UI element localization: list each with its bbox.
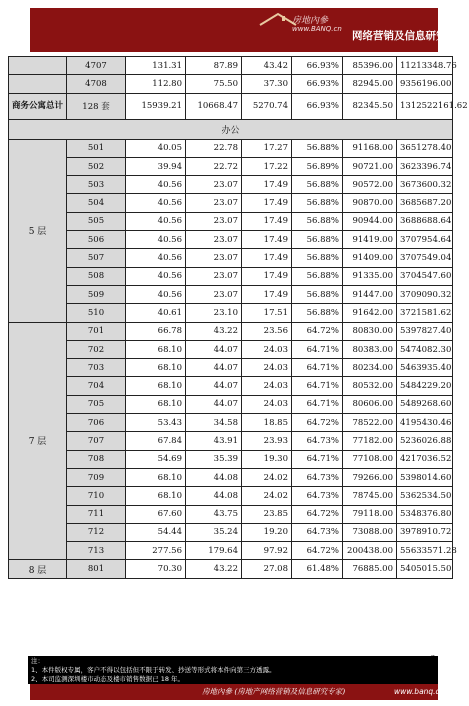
area-cell: 54.69 [126, 450, 186, 468]
table-row [9, 523, 453, 541]
unit-price-cell: 76885.00 [343, 560, 397, 578]
unit-price-cell: 82345.50 [343, 93, 397, 119]
area-cell: 17.27 [242, 139, 292, 157]
section-row [9, 119, 453, 139]
area-cell: 97.92 [242, 542, 292, 560]
total-price-cell: 5398014.60 [397, 468, 453, 486]
area-cell: 40.56 [126, 194, 186, 212]
total-price-cell: 3685687.20 [397, 194, 453, 212]
area-cell: 44.07 [186, 340, 242, 358]
area-cell: 68.10 [126, 487, 186, 505]
area-cell: 179.64 [186, 542, 242, 560]
area-cell: 70.30 [126, 560, 186, 578]
area-cell: 43.22 [186, 322, 242, 340]
area-cell: 23.07 [186, 194, 242, 212]
ratio-cell: 64.72% [292, 505, 343, 523]
area-cell: 53.43 [126, 414, 186, 432]
area-cell: 10668.47 [186, 93, 242, 119]
area-cell: 75.50 [186, 75, 242, 93]
total-price-cell: 5236026.88 [397, 432, 453, 450]
area-cell: 40.56 [126, 267, 186, 285]
table-row [9, 395, 453, 413]
floor-label: 8 层 [9, 560, 67, 578]
ratio-cell: 56.88% [292, 212, 343, 230]
ratio-cell: 64.71% [292, 377, 343, 395]
total-price-cell: 5463935.40 [397, 359, 453, 377]
area-cell: 24.03 [242, 377, 292, 395]
area-cell: 17.22 [242, 157, 292, 175]
area-cell: 44.07 [186, 395, 242, 413]
total-price-cell: 3707954.64 [397, 231, 453, 249]
area-cell: 27.08 [242, 560, 292, 578]
footer-banner [30, 684, 445, 700]
area-cell: 44.08 [186, 468, 242, 486]
area-cell: 40.56 [126, 231, 186, 249]
area-cell: 40.56 [126, 176, 186, 194]
table-row [9, 157, 453, 175]
unit-cell: 801 [67, 560, 126, 578]
area-cell: 24.02 [242, 487, 292, 505]
area-cell: 39.94 [126, 157, 186, 175]
total-price-cell: 5405015.50 [397, 560, 453, 578]
area-cell: 22.78 [186, 139, 242, 157]
unit-cell: 508 [67, 267, 126, 285]
unit-cell: 509 [67, 285, 126, 303]
area-cell: 17.49 [242, 285, 292, 303]
unit-cell: 701 [67, 322, 126, 340]
unit-price-cell: 80383.00 [343, 340, 397, 358]
unit-price-cell: 77182.00 [343, 432, 397, 450]
ratio-cell: 56.88% [292, 139, 343, 157]
table-row [9, 231, 453, 249]
area-cell: 44.08 [186, 487, 242, 505]
area-cell: 17.49 [242, 194, 292, 212]
table-row [9, 249, 453, 267]
total-price-cell: 5489268.60 [397, 395, 453, 413]
table-row [9, 414, 453, 432]
price-table [8, 56, 468, 579]
total-price-cell: 3651278.40 [397, 139, 453, 157]
ratio-cell: 64.72% [292, 542, 343, 560]
area-cell: 66.78 [126, 322, 186, 340]
unit-price-cell: 90721.00 [343, 157, 397, 175]
unit-price-cell: 90870.00 [343, 194, 397, 212]
table-row [9, 505, 453, 523]
area-cell: 44.07 [186, 377, 242, 395]
area-cell: 68.10 [126, 377, 186, 395]
ratio-cell: 66.93% [292, 93, 343, 119]
ratio-cell: 64.71% [292, 359, 343, 377]
ratio-cell: 64.72% [292, 414, 343, 432]
area-cell: 87.89 [186, 57, 242, 75]
ratio-cell: 56.88% [292, 231, 343, 249]
unit-price-cell: 79266.00 [343, 468, 397, 486]
area-cell: 35.39 [186, 450, 242, 468]
unit-cell: 710 [67, 487, 126, 505]
notes-box [28, 656, 438, 684]
area-cell: 23.93 [242, 432, 292, 450]
area-cell: 24.03 [242, 340, 292, 358]
table-row [9, 359, 453, 377]
area-cell: 23.07 [186, 249, 242, 267]
ratio-cell: 64.71% [292, 340, 343, 358]
unit-price-cell: 79118.00 [343, 505, 397, 523]
ratio-cell: 56.88% [292, 176, 343, 194]
area-cell: 17.49 [242, 176, 292, 194]
area-cell: 40.56 [126, 212, 186, 230]
total-price-cell: 3673600.32 [397, 176, 453, 194]
table-row [9, 57, 453, 75]
area-cell: 34.58 [186, 414, 242, 432]
area-cell: 43.75 [186, 505, 242, 523]
area-cell: 40.05 [126, 139, 186, 157]
total-price-cell: 4217036.52 [397, 450, 453, 468]
total-price-cell: 3623396.74 [397, 157, 453, 175]
unit-cell: 705 [67, 395, 126, 413]
table-row [9, 432, 453, 450]
unit-cell: 713 [67, 542, 126, 560]
summary-count: 128 套 [67, 93, 126, 119]
floor-label: 5 层 [9, 139, 67, 322]
area-cell: 112.80 [126, 75, 186, 93]
unit-price-cell: 80234.00 [343, 359, 397, 377]
area-cell: 23.56 [242, 322, 292, 340]
ratio-cell: 64.72% [292, 322, 343, 340]
area-cell: 35.24 [186, 523, 242, 541]
unit-cell: 707 [67, 432, 126, 450]
area-cell: 19.20 [242, 523, 292, 541]
area-cell: 67.60 [126, 505, 186, 523]
ratio-cell: 64.73% [292, 468, 343, 486]
area-cell: 23.85 [242, 505, 292, 523]
table-row [9, 542, 453, 560]
unit-cell: 704 [67, 377, 126, 395]
table-row [9, 377, 453, 395]
unit-cell: 510 [67, 304, 126, 322]
unit-cell: 4708 [67, 75, 126, 93]
area-cell: 40.56 [126, 285, 186, 303]
area-cell: 68.10 [126, 340, 186, 358]
brand-url: www.BANQ.cn [292, 25, 342, 33]
table-row [9, 304, 453, 322]
total-price-cell: 5397827.40 [397, 322, 453, 340]
unit-cell: 501 [67, 139, 126, 157]
unit-cell: 703 [67, 359, 126, 377]
unit-cell: 4707 [67, 57, 126, 75]
section-title: 办公 [9, 119, 453, 139]
unit-cell: 507 [67, 249, 126, 267]
unit-cell: 712 [67, 523, 126, 541]
unit-price-cell: 91409.00 [343, 249, 397, 267]
unit-price-cell: 85396.00 [343, 57, 397, 75]
area-cell: 22.72 [186, 157, 242, 175]
total-price-cell: 5474082.30 [397, 340, 453, 358]
table-row [9, 75, 453, 93]
area-cell: 19.30 [242, 450, 292, 468]
ratio-cell: 56.88% [292, 285, 343, 303]
ratio-cell: 56.88% [292, 304, 343, 322]
table-row [9, 450, 453, 468]
summary-label: 商务公寓总计 [9, 93, 67, 119]
total-price-cell: 5348376.80 [397, 505, 453, 523]
unit-price-cell: 90944.00 [343, 212, 397, 230]
ratio-cell: 61.48% [292, 560, 343, 578]
area-cell: 17.49 [242, 231, 292, 249]
unit-cell: 503 [67, 176, 126, 194]
total-price-cell: 3707549.04 [397, 249, 453, 267]
unit-cell: 708 [67, 450, 126, 468]
unit-price-cell: 91335.00 [343, 267, 397, 285]
area-cell: 23.10 [186, 304, 242, 322]
unit-price-cell: 80830.00 [343, 322, 397, 340]
area-cell: 17.49 [242, 212, 292, 230]
total-price-cell: 3688688.64 [397, 212, 453, 230]
total-price-cell: 5484229.20 [397, 377, 453, 395]
area-cell: 43.42 [242, 57, 292, 75]
unit-cell: 706 [67, 414, 126, 432]
total-price-cell: 3709090.32 [397, 285, 453, 303]
unit-price-cell: 91447.00 [343, 285, 397, 303]
area-cell: 277.56 [126, 542, 186, 560]
table-row [9, 487, 453, 505]
area-cell: 44.07 [186, 359, 242, 377]
table-row [9, 267, 453, 285]
area-cell: 23.07 [186, 267, 242, 285]
area-cell: 23.07 [186, 176, 242, 194]
area-cell: 24.03 [242, 395, 292, 413]
unit-price-cell: 73088.00 [343, 523, 397, 541]
total-price-cell: 11213348.76 [397, 57, 453, 75]
total-price-cell: 3978910.72 [397, 523, 453, 541]
header-banner [30, 8, 468, 52]
footer-url: www.banq.cn [394, 687, 445, 696]
floor-cell [9, 57, 67, 75]
ratio-cell: 56.88% [292, 194, 343, 212]
notes-line: 1、本件版权专属，客户不得以包括但不限于转发、抄送等形式将本件向第三方透露。 [31, 666, 276, 674]
total-price-cell: 1312522161.62 [397, 93, 453, 119]
area-cell: 68.10 [126, 359, 186, 377]
table-row [9, 212, 453, 230]
unit-price-cell: 91168.00 [343, 139, 397, 157]
total-price-cell: 3721581.62 [397, 304, 453, 322]
unit-cell: 709 [67, 468, 126, 486]
unit-cell: 504 [67, 194, 126, 212]
area-cell: 43.91 [186, 432, 242, 450]
table-row [9, 560, 453, 578]
floor-label: 7 层 [9, 322, 67, 560]
area-cell: 17.51 [242, 304, 292, 322]
unit-price-cell: 78522.00 [343, 414, 397, 432]
area-cell: 17.49 [242, 249, 292, 267]
floor-cell [9, 75, 67, 93]
ratio-cell: 64.71% [292, 395, 343, 413]
total-price-cell: 9356196.00 [397, 75, 453, 93]
unit-price-cell: 91642.00 [343, 304, 397, 322]
unit-cell: 506 [67, 231, 126, 249]
brand-name: 房地內參 [292, 16, 329, 26]
area-cell: 23.07 [186, 212, 242, 230]
area-cell: 18.85 [242, 414, 292, 432]
table-row [9, 194, 453, 212]
notes-title: 注： [31, 657, 44, 665]
ratio-cell: 56.88% [292, 267, 343, 285]
ratio-cell: 64.73% [292, 487, 343, 505]
area-cell: 67.84 [126, 432, 186, 450]
area-cell: 23.07 [186, 285, 242, 303]
footer-text: 房地內參 (房地产网络营销及信息研究专家) [202, 687, 346, 696]
ratio-cell: 64.71% [292, 450, 343, 468]
area-cell: 68.10 [126, 395, 186, 413]
area-cell: 40.61 [126, 304, 186, 322]
unit-price-cell: 80606.00 [343, 395, 397, 413]
area-cell: 23.07 [186, 231, 242, 249]
area-cell: 17.49 [242, 267, 292, 285]
total-price-cell: 4195430.46 [397, 414, 453, 432]
total-price-cell: 5362534.50 [397, 487, 453, 505]
area-cell: 54.44 [126, 523, 186, 541]
unit-price-cell: 200438.00 [343, 542, 397, 560]
unit-cell: 711 [67, 505, 126, 523]
ratio-cell: 56.88% [292, 249, 343, 267]
unit-price-cell: 78745.00 [343, 487, 397, 505]
ratio-cell: 64.73% [292, 432, 343, 450]
area-cell: 40.56 [126, 249, 186, 267]
ratio-cell: 66.93% [292, 57, 343, 75]
ratio-cell: 56.89% [292, 157, 343, 175]
header-tagline: 网络营销及信息研究专家 [352, 30, 468, 42]
unit-price-cell: 77108.00 [343, 450, 397, 468]
unit-cell: 702 [67, 340, 126, 358]
area-cell: 24.03 [242, 359, 292, 377]
unit-price-cell: 80532.00 [343, 377, 397, 395]
area-cell: 68.10 [126, 468, 186, 486]
unit-price-cell: 90572.00 [343, 176, 397, 194]
table-row [9, 340, 453, 358]
unit-price-cell: 82945.00 [343, 75, 397, 93]
area-cell: 5270.74 [242, 93, 292, 119]
area-cell: 15939.21 [126, 93, 186, 119]
area-cell: 43.22 [186, 560, 242, 578]
unit-price-cell: 91419.00 [343, 231, 397, 249]
table-row [9, 468, 453, 486]
total-price-cell: 55633571.28 [397, 542, 453, 560]
unit-cell: 502 [67, 157, 126, 175]
summary-row [9, 93, 453, 119]
table-row [9, 322, 453, 340]
unit-cell: 505 [67, 212, 126, 230]
total-price-cell: 3704547.60 [397, 267, 453, 285]
area-cell: 131.31 [126, 57, 186, 75]
notes-line: 2、本司监测深圳楼市动态及楼市销售数据已 18 年。 [31, 675, 185, 683]
area-cell: 37.30 [242, 75, 292, 93]
area-cell: 24.02 [242, 468, 292, 486]
ratio-cell: 64.73% [292, 523, 343, 541]
table-row [9, 139, 453, 157]
table-row [9, 176, 453, 194]
table-row [9, 285, 453, 303]
ratio-cell: 66.93% [292, 75, 343, 93]
